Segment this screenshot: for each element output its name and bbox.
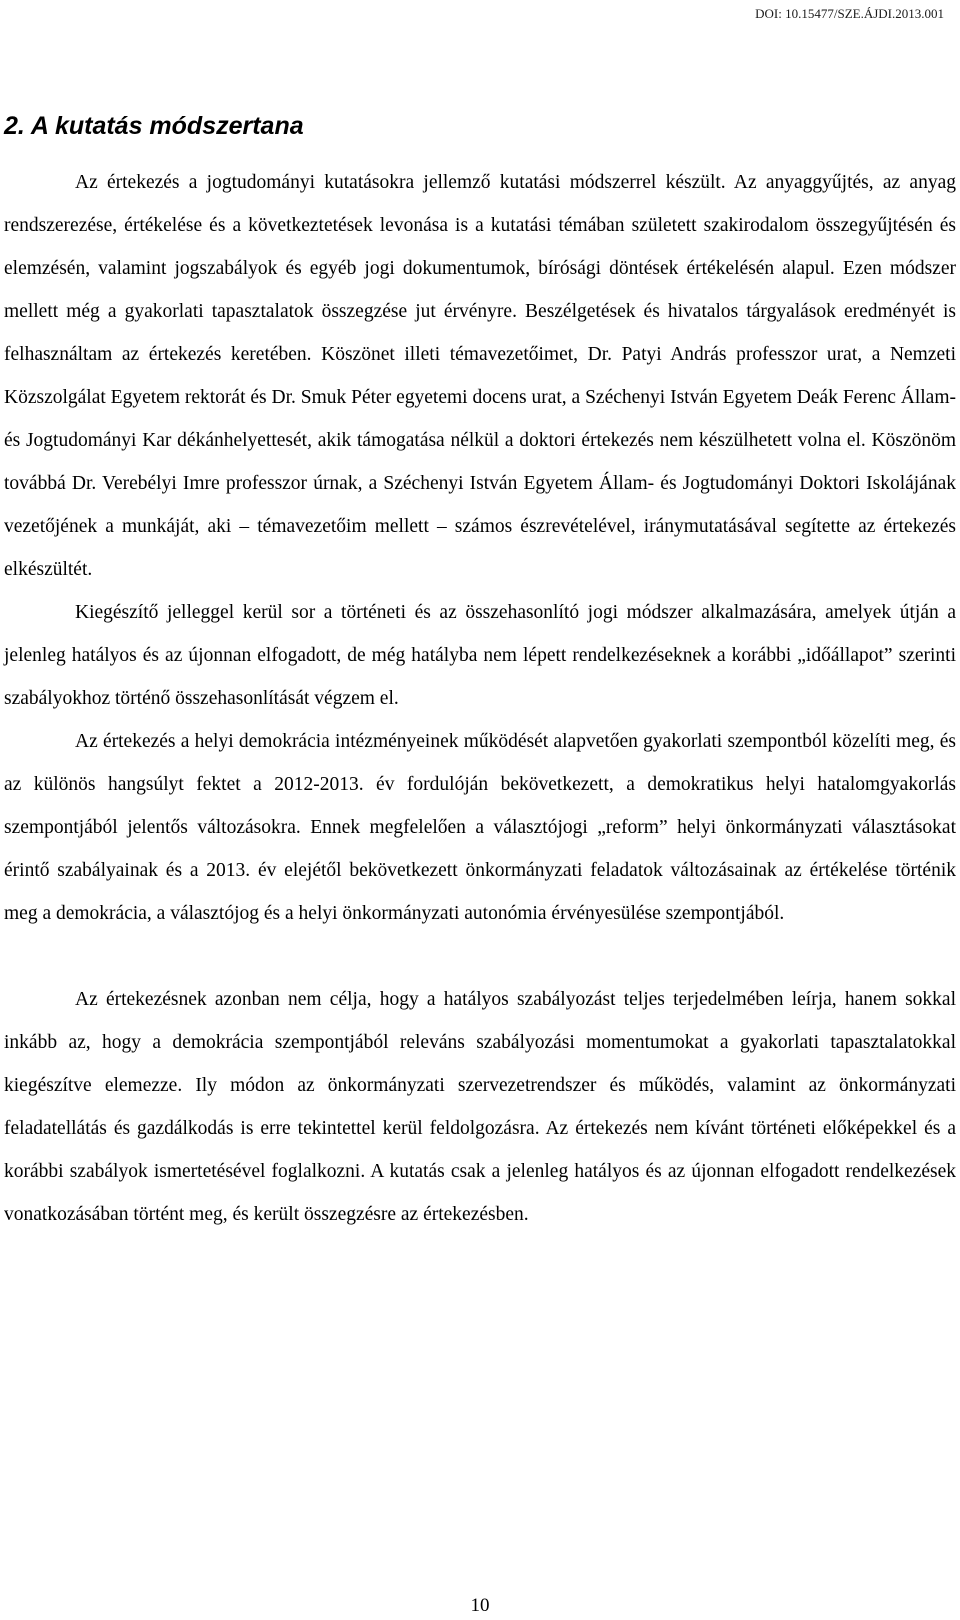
paragraph-scope: Az értekezésnek azonban nem célja, hogy a hatályos szabályozást teljes terjedelmében leírja, hanem sokkal inkább az, hogy a demokrácia szempontjából releváns szabályozási momentumokat a gyakorlati tapasztalatokkal kiegészítve elemezze. Ily módon az önkormányzati szervezetrendszer és működés, valamint az önkormányzati feladatellátás és gazdálkodás is erre tekintettel kerül feldolgozásra. Az értekezés nem kívánt történeti előképekkel és a korábbi szabályok ismertetésével foglalkozni. A kutatás csak a jelenleg hatályos és az újonnan elfogadott rendelkezések vonatkozásában történt meg, és került összegzésre az értekezésben. (4, 989, 956, 1225)
paragraph-methodology: Az értekezés a jogtudományi kutatásokra jellemző kutatási módszerrel készült. Az anyaggyűjtés, az anyag rendszerezése, értékelése és a következtetések levonása is a kutatási témában született szakirodalom összegyűjtésén és elemzésén, valamint jogszabályok és egyéb jogi dokumentumok, bírósági döntések értékelésén alapul. Ezen módszer mellett még a gyakorlati tapasztalatok összegzése jut érvényre. Beszélgetések és hivatalos tárgyalások eredményét is felhasználtam az értekezés keretében. Köszönet illeti témavezetőimet, Dr. Patyi András professzor urat, a Nemzeti Közszolgálat Egyetem rektorát és Dr. Smuk Péter egyetemi docens urat, a Széchenyi István Egyetem Deák Ferenc Állam- és Jogtudományi Kar dékánhelyettesét, akik támogatása nélkül a doktori értekezés nem készülhetett volna el. Köszönöm továbbá Dr. Verebélyi Imre professzor úrnak, a Széchenyi István Egyetem Állam- és Jogtudományi Doktori Iskolájának vezetőjének a munkáját, aki – témavezetőim mellett – számos észrevételével, iránymutatásával segítette az értekezés elkészültét. (4, 172, 956, 580)
body-text (4, 161, 956, 1236)
paragraph-local-democracy: Az értekezés a helyi demokrácia intézményeinek működését alapvetően gyakorlati szempontból közelíti meg, és az különös hangsúlyt fektet a 2012-2013. év fordulóján bekövetkezett, a demokratikus helyi hatalomgyakorlás szempontjából jelentős változásokra. Ennek megfelelően a választójogi „reform” helyi önkormányzati választásokat érintő szabályainak és a 2013. év elejétől bekövetkezett önkormányzati feladatok változásainak az értékelése történik meg a demokrácia, a választójog és a helyi önkormányzati autonómia érvényesülése szempontjából. (4, 731, 956, 924)
doi-header: DOI: 10.15477/SZE.ÁJDI.2013.001 (755, 6, 944, 21)
section-heading: 2. A kutatás módszertana (4, 112, 304, 140)
paragraph-comparative-method: Kiegészítő jelleggel kerül sor a történeti és az összehasonlító jogi módszer alkalmazására, amelyek útján a jelenleg hatályos és az újonnan elfogadott, de még hatályba nem lépett rendelkezéseknek a korábbi „időállapot” szerinti szabályokhoz történő összehasonlítását végzem el. (4, 602, 956, 709)
page-number: 10 (470, 1595, 490, 1616)
